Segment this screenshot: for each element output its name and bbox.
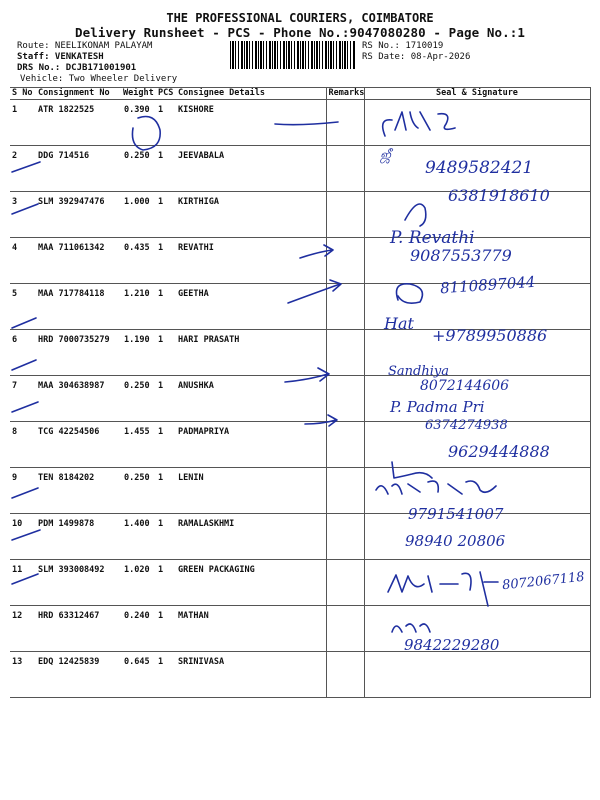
- cell-consignment: HRD 7000735279: [36, 330, 121, 376]
- cell-sno: 11: [10, 560, 36, 606]
- cell-weight: 0.250: [121, 468, 156, 514]
- cell-consignment: SLM 392947476: [36, 192, 121, 238]
- cell-consignee: PADMAPRIYA: [176, 422, 326, 468]
- col-header-consignment: Consignment No: [36, 88, 121, 100]
- table-row: [10, 606, 590, 652]
- cell-consignee: SRINIVASA: [176, 652, 326, 698]
- cell-remarks: [326, 560, 364, 606]
- cell-weight: 0.250: [121, 146, 156, 192]
- cell-remarks: [326, 284, 364, 330]
- cell-sno: 13: [10, 652, 36, 698]
- handwritten-phone-row2: 9489582421: [425, 158, 534, 178]
- rs-number: RS No.: 1710019: [362, 41, 444, 51]
- handwritten-phone-row8: 6374274938: [425, 418, 508, 433]
- cell-consignment: PDM 1499878: [36, 514, 121, 560]
- handwritten-phone-row7: 8072144606: [420, 378, 510, 394]
- cell-consignee: RAMALASKHMI: [176, 514, 326, 560]
- cell-signature: [364, 652, 590, 698]
- cell-sno: 9: [10, 468, 36, 514]
- col-header-weight: Weight: [121, 88, 156, 100]
- staff-label: Staff: VENKATESH: [17, 52, 104, 62]
- handwritten-phone-row5: 8110897044: [439, 272, 536, 298]
- cell-remarks: [326, 468, 364, 514]
- handwritten-phone-row3: 6381918610: [448, 186, 550, 205]
- col-header-pcs: PCS: [156, 88, 176, 100]
- cell-remarks: [326, 422, 364, 468]
- cell-consignee: ANUSHKA: [176, 376, 326, 422]
- barcode-image: [230, 41, 355, 69]
- col-header-sno: S No: [10, 88, 36, 100]
- cell-remarks: [326, 100, 364, 146]
- cell-remarks: [326, 606, 364, 652]
- table-row: [10, 100, 590, 146]
- cell-pcs: 1: [156, 514, 176, 560]
- cell-consignee: MATHAN: [176, 606, 326, 652]
- cell-weight: 0.435: [121, 238, 156, 284]
- cell-consignee: HARI PRASATH: [176, 330, 326, 376]
- cell-pcs: 1: [156, 468, 176, 514]
- cell-signature: [364, 100, 590, 146]
- drs-number: DRS No.: DCJB171001901: [17, 63, 137, 73]
- cell-consignee: LENIN: [176, 468, 326, 514]
- handwritten-name-row6: Hat: [384, 314, 414, 333]
- cell-pcs: 1: [156, 238, 176, 284]
- table-row: [10, 652, 590, 698]
- cell-consignment: MAA 304638987: [36, 376, 121, 422]
- cell-consignment: SLM 393008492: [36, 560, 121, 606]
- cell-consignment: ATR 1822525: [36, 100, 121, 146]
- cell-remarks: [326, 192, 364, 238]
- cell-pcs: 1: [156, 422, 176, 468]
- cell-weight: 0.240: [121, 606, 156, 652]
- cell-weight: 1.190: [121, 330, 156, 376]
- cell-pcs: 1: [156, 192, 176, 238]
- cell-pcs: 1: [156, 606, 176, 652]
- cell-sno: 12: [10, 606, 36, 652]
- cell-consignment: DDG 714516: [36, 146, 121, 192]
- handwritten-phone-row10: 9791541007: [408, 505, 504, 523]
- runsheet-subtitle: Delivery Runsheet - PCS - Phone No.:9047080280 - Page No.:1: [75, 25, 525, 40]
- col-header-signature: Seal & Signature: [364, 88, 590, 100]
- cell-sno: 7: [10, 376, 36, 422]
- handwritten-name-row7: Sandhiya: [388, 364, 449, 379]
- cell-sno: 10: [10, 514, 36, 560]
- cell-remarks: [326, 146, 364, 192]
- cell-consignee: GREEN PACKAGING: [176, 560, 326, 606]
- handwritten-name-row8: P. Padma Pri: [390, 398, 485, 416]
- cell-consignee: GEETHA: [176, 284, 326, 330]
- cell-remarks: [326, 330, 364, 376]
- cell-consignee: KISHORE: [176, 100, 326, 146]
- cell-weight: 1.455: [121, 422, 156, 468]
- handwritten-phone-row12: 8072067118: [501, 569, 586, 594]
- cell-weight: 1.000: [121, 192, 156, 238]
- cell-sno: 8: [10, 422, 36, 468]
- col-header-remarks: Remarks: [326, 88, 364, 100]
- cell-consignee: REVATHI: [176, 238, 326, 284]
- cell-consignment: MAA 711061342: [36, 238, 121, 284]
- col-header-consignee: Consignee Details: [176, 88, 326, 100]
- cell-consignment: MAA 717784118: [36, 284, 121, 330]
- handwritten-phone-row13: 9842229280: [404, 636, 500, 654]
- cell-sno: 3: [10, 192, 36, 238]
- cell-consignment: TCG 42254506: [36, 422, 121, 468]
- cell-sno: 1: [10, 100, 36, 146]
- handwritten-name-row4: P. Revathi: [390, 228, 475, 248]
- cell-sno: 6: [10, 330, 36, 376]
- handwritten-phone-row9: 9629444888: [448, 442, 550, 461]
- cell-weight: 0.390: [121, 100, 156, 146]
- cell-sno: 5: [10, 284, 36, 330]
- cell-pcs: 1: [156, 284, 176, 330]
- cell-consignment: HRD 63312467: [36, 606, 121, 652]
- cell-remarks: [326, 376, 364, 422]
- cell-pcs: 1: [156, 330, 176, 376]
- cell-pcs: 1: [156, 652, 176, 698]
- route-label: Route: NEELIKONAM PALAYAM: [17, 41, 153, 51]
- handwritten-phone-row6: +9789950886: [432, 326, 548, 345]
- cell-consignee: JEEVABALA: [176, 146, 326, 192]
- cell-remarks: [326, 238, 364, 284]
- cell-weight: 0.645: [121, 652, 156, 698]
- cell-remarks: [326, 652, 364, 698]
- cell-pcs: 1: [156, 100, 176, 146]
- cell-weight: 1.400: [121, 514, 156, 560]
- cell-pcs: 1: [156, 376, 176, 422]
- cell-consignee: KIRTHIGA: [176, 192, 326, 238]
- handwritten-phone-row4: 9087553779: [410, 246, 512, 265]
- rs-date: RS Date: 08-Apr-2026: [362, 52, 471, 62]
- handwritten-name-row2: ஜீ: [380, 148, 391, 163]
- cell-pcs: 1: [156, 146, 176, 192]
- table-header-row: [10, 88, 590, 100]
- cell-sno: 2: [10, 146, 36, 192]
- cell-consignment: EDQ 12425839: [36, 652, 121, 698]
- cell-remarks: [326, 514, 364, 560]
- handwritten-phone-row11: 98940 20806: [405, 532, 506, 550]
- cell-weight: 1.020: [121, 560, 156, 606]
- company-title: THE PROFESSIONAL COURIERS, COIMBATORE: [166, 11, 434, 25]
- vehicle-label: Vehicle: Two Wheeler Delivery: [20, 74, 178, 84]
- cell-weight: 1.210: [121, 284, 156, 330]
- cell-consignment: TEN 8184202: [36, 468, 121, 514]
- cell-weight: 0.250: [121, 376, 156, 422]
- cell-sno: 4: [10, 238, 36, 284]
- cell-pcs: 1: [156, 560, 176, 606]
